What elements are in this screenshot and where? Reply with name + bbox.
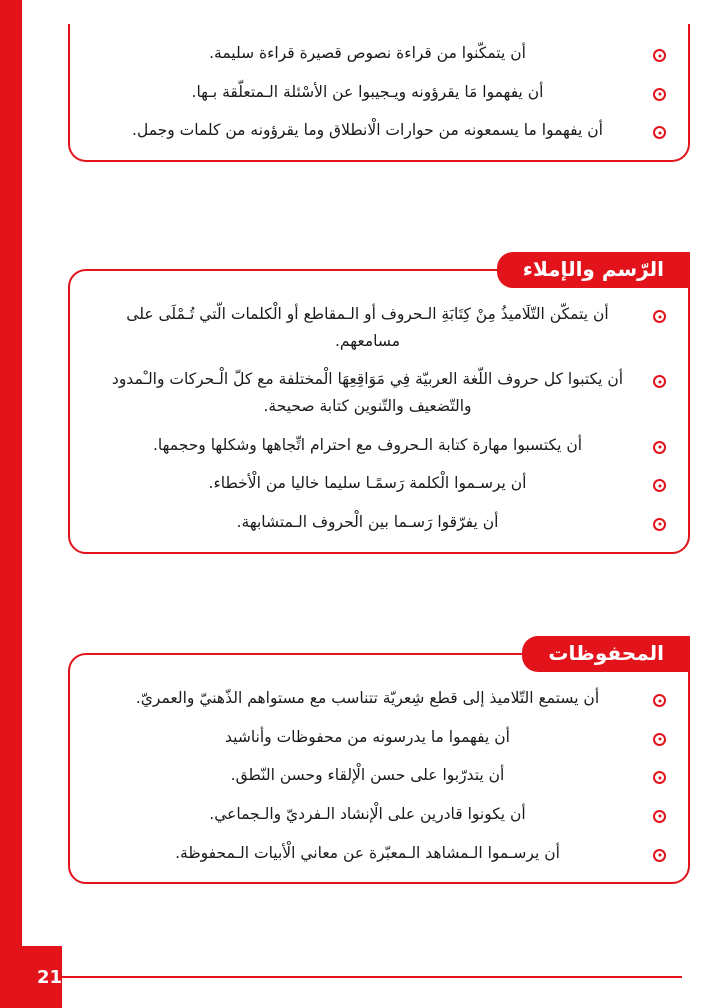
left-red-stripe — [0, 0, 22, 1008]
bullet-icon — [653, 441, 666, 454]
bullet-icon — [653, 126, 666, 139]
section-reading-card — [68, 24, 690, 162]
list-item — [92, 432, 666, 459]
section-memorization-card — [68, 653, 690, 884]
section-writing — [68, 252, 690, 554]
list-item — [92, 79, 666, 106]
list-item — [92, 509, 666, 536]
bullet-icon — [653, 49, 666, 62]
list-item — [92, 301, 666, 354]
list-item-text: أن يرسـموا الْكلمة رَسمًـا سليما خاليا من الْأخطاء. — [208, 474, 527, 493]
list-item — [92, 40, 666, 67]
list-item — [92, 762, 666, 789]
list-item-text: أن يفهموا مَا يقرؤونه ويـجيبوا عن الأسْئلة الـمتعلّقة بـها. — [191, 82, 544, 101]
list-item-text: أن يكتبوا كل حروف اللّغة العربيّة فِي مَوَاقِعِهَا الْمختلفة مع كلّ الْـحركات والـْمدود والتّضعيف والتّنوين كتابة صحيحة. — [111, 370, 624, 415]
bullet-icon — [653, 810, 666, 823]
list-item-text: أن يفرّقوا رَسـما بين الْحروف الـمتشابهة. — [236, 512, 499, 531]
bullet-icon — [653, 518, 666, 531]
bullet-icon — [653, 694, 666, 707]
page-content — [30, 0, 720, 1008]
section-writing-list — [92, 301, 666, 536]
list-item-text: أن يتمكّنوا من قراءة نصوص قصيرة قراءة سليمة. — [209, 44, 526, 62]
list-item — [92, 685, 666, 712]
bullet-icon — [653, 479, 666, 492]
bullet-icon — [653, 375, 666, 388]
list-item-text: أن يتدرّبوا على حسن الْإلقاء وحسن النّطق. — [230, 766, 505, 785]
list-item-text: أن يكتسبوا مهارة كتابة الـحروف مع احترام اتِّجاهها وشكلها وحجمها. — [152, 435, 583, 454]
list-item — [92, 117, 666, 144]
page-number: 21 — [0, 946, 62, 1008]
list-item — [92, 724, 666, 751]
list-item — [92, 801, 666, 828]
page-footer — [0, 936, 720, 1008]
bullet-icon — [653, 733, 666, 746]
section-memorization — [68, 636, 690, 884]
list-item-text: أن يفهموا ما يدرسونه من محفوظات وأناشيد — [225, 727, 510, 746]
bullet-icon — [653, 88, 666, 101]
list-item — [92, 470, 666, 497]
bullet-icon — [653, 771, 666, 784]
section-reading — [68, 24, 690, 162]
list-item-text: أن يتمكّن التّلَاميذُ مِنْ كِتَابَةِ الـحروف أو الـمقاطع أو الْكلمات الّتي تُـمْلَى على مسامعهم. — [126, 305, 609, 350]
list-item-text: أن يفهموا ما يسمعونه من حوارات الْانطلاق وما يقرؤونه من كلمات وجمل. — [132, 121, 603, 140]
section-writing-title: الرّسم والإملاء — [497, 252, 690, 288]
list-item — [92, 840, 666, 867]
section-writing-card — [68, 269, 690, 554]
section-memorization-title-wrap — [68, 636, 690, 670]
bullet-icon — [653, 310, 666, 323]
section-memorization-list — [92, 685, 666, 866]
section-reading-list — [92, 40, 666, 144]
list-item-text: أن يرسـموا الـمشاهد الـمعبّرة عن معاني الْأبيات الـمحفوظة. — [175, 843, 560, 862]
bullet-icon — [653, 849, 666, 862]
section-memorization-title: المحفوظات — [522, 636, 690, 672]
footer-divider — [62, 976, 682, 978]
list-item-text: أن يستمع التّلاميذ إلى قطع شِعريّة تتناسب مع مستواهم الذّهنيّ والعمريّ. — [135, 689, 600, 707]
list-item-text: أن يكونوا قادرين على الْإنشاد الـفرديّ والـجماعي. — [209, 804, 526, 823]
list-item — [92, 366, 666, 419]
section-writing-title-wrap — [68, 252, 690, 286]
